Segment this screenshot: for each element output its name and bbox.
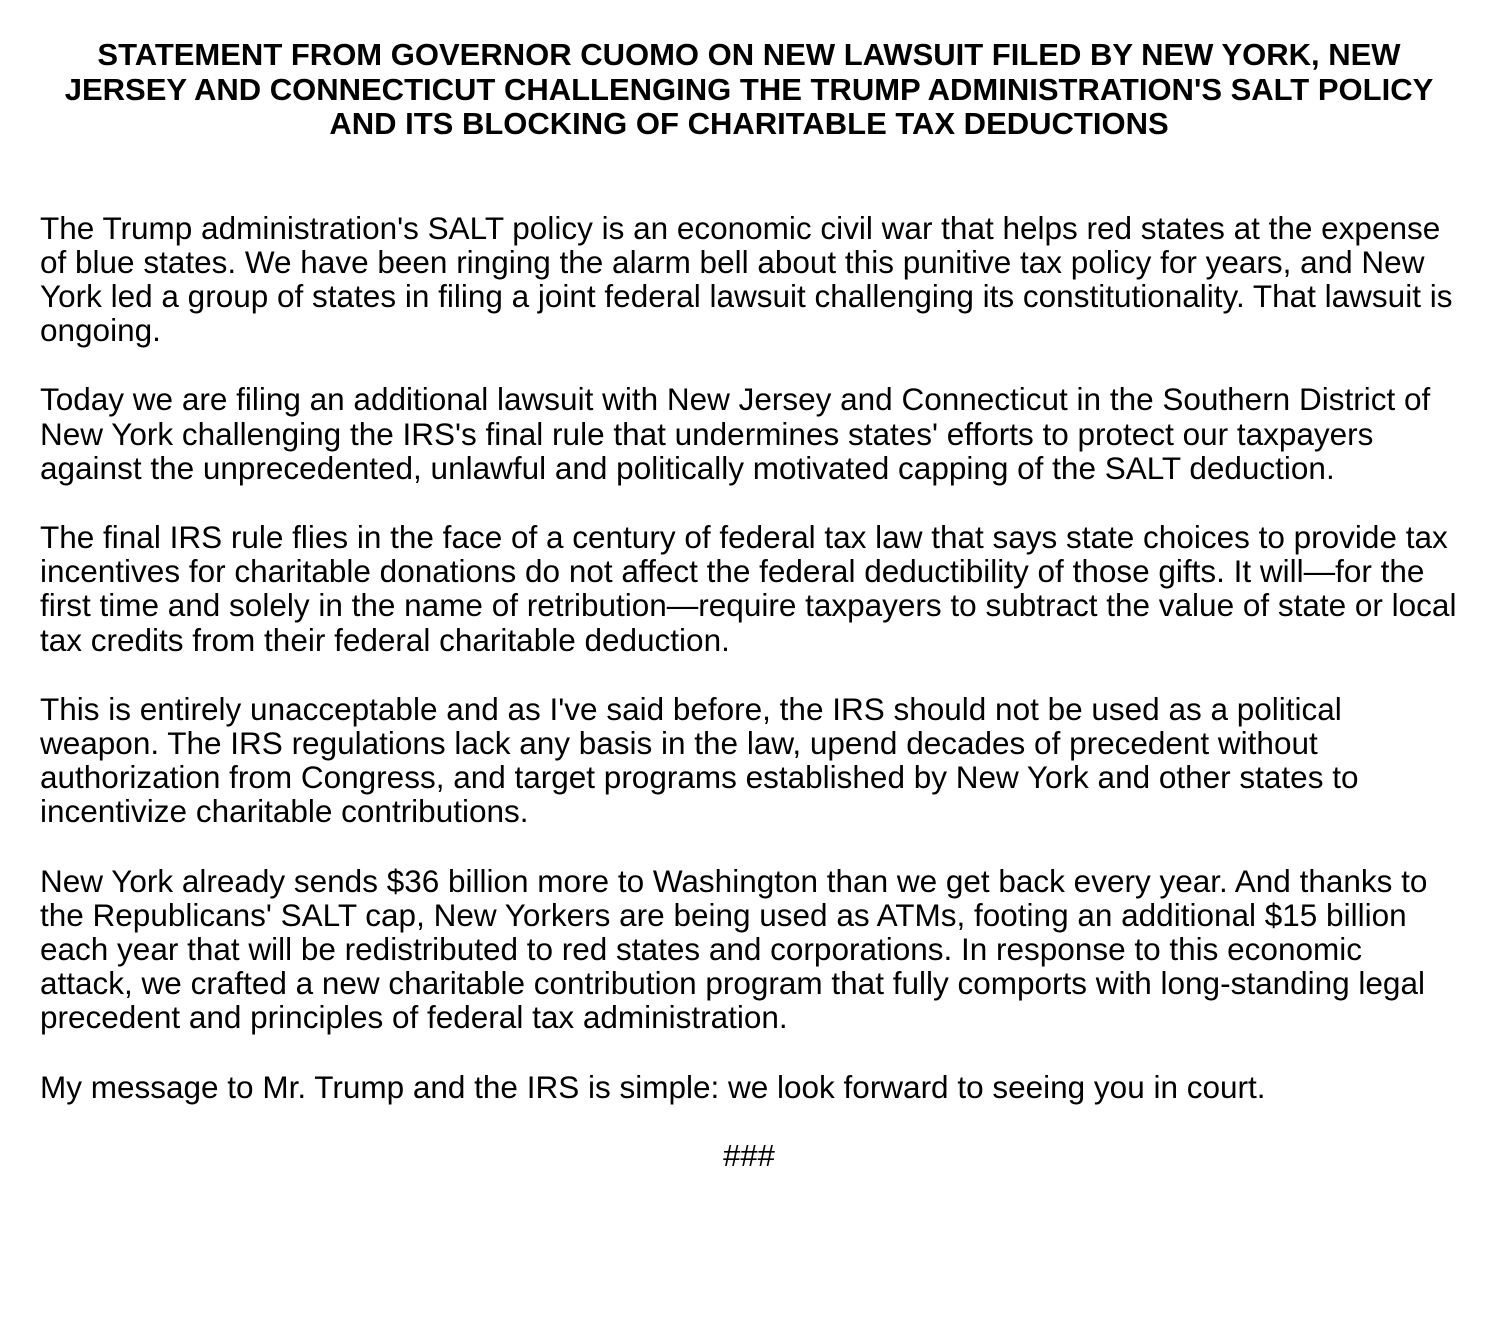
paragraph-3: The final IRS rule flies in the face of a century of federal tax law that says state choices to provide tax incentives for charitable donations do not affect the federal deductibility of those gifts. It will—for the first time and solely in the name of retribution—require taxpayers to subtract the value of state or local tax credits from their federal charitable deduction. bbox=[40, 518, 1457, 658]
paragraph-2: Today we are filing an additional lawsuit with New Jersey and Connecticut in the Southern District of New York challenging the IRS's final rule that undermines states' efforts to protect our taxpayers against the unprecedented, unlawful and politically motivated capping of the SALT deduction. bbox=[40, 381, 1431, 486]
statement-body bbox=[40, 211, 1458, 1104]
paragraph-5: New York already sends $36 billion more to Washington than we get back every year. And thanks to the Republicans' SALT cap, New Yorkers are being used as ATMs, footing an additional $15 billion each year that will be redistributed to red states and corporations. In response to this economic attack, we crafted a new charitable contribution program that fully comports with long-standing legal precedent and principles of federal tax administration. bbox=[40, 862, 1428, 1036]
paragraph-1: The Trump administration's SALT policy is an economic civil war that helps red states at the expense of blue states. We have been ringing the alarm bell about this punitive tax policy for years, and New York led a group of states in filing a joint federal lawsuit challenging its constitutionality. That lawsuit is ongoing. bbox=[40, 209, 1453, 349]
paragraph-4: This is entirely unacceptable and as I've said before, the IRS should not be used as a political weapon. The IRS regulations lack any basis in the law, upend decades of precedent without authorization from Congress, and target programs established by New York and other states to incentivize charitable contributions. bbox=[40, 690, 1359, 830]
page-title: STATEMENT FROM GOVERNOR CUOMO ON NEW LAWSUIT FILED BY NEW YORK, NEW JERSEY AND CONNECTICUT CHALLENGING THE TRUMP ADMINISTRATION'S SALT POLICY AND ITS BLOCKING OF CHARITABLE TAX DEDUCTIONS bbox=[64, 37, 1434, 141]
end-mark: ### bbox=[723, 1137, 775, 1173]
paragraph-6: My message to Mr. Trump and the IRS is simple: we look forward to seeing you in court. bbox=[40, 1068, 1266, 1105]
